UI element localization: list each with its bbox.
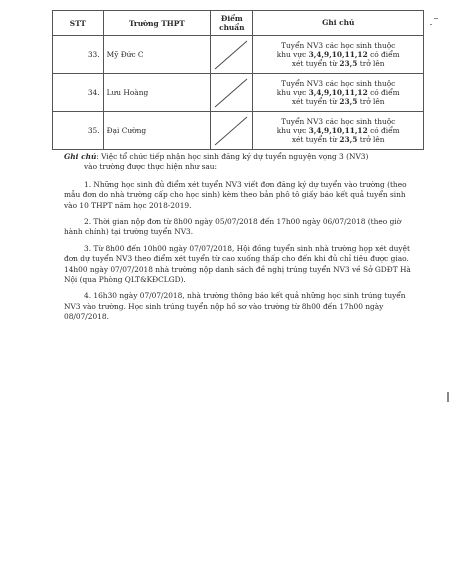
note-line-2 <box>256 88 420 97</box>
header-school: Trường THPT <box>103 11 210 36</box>
notes-intro <box>64 152 414 173</box>
row-note <box>253 36 424 74</box>
notes-item-3: 3. Từ 8h00 đến 10h00 ngày 07/07/2018, Hội đồng tuyển sinh nhà trường họp xét duyệt đơn dự tuyển NV3 theo điểm xét tuyển từ cao xuống thấp cho đến khi đủ chỉ tiêu được giao. 14h00 ngày 07/07/2018 nhà trường nộp danh sách đề nghị trúng tuyển NV3 về Sở GDĐT Hà Nội (qua Phòng QLT&KĐCLGD). <box>64 243 411 285</box>
note-text: trở lên <box>357 59 385 69</box>
row-school: Lưu Hoàng <box>103 74 210 112</box>
note-score: 23,5 <box>339 97 358 107</box>
row-score <box>211 74 253 112</box>
note-text: khu vực <box>276 49 309 59</box>
header-score: Điểm chuẩn <box>211 11 253 36</box>
notes-item-2: 2. Thời gian nộp đơn từ 8h00 ngày 05/07/2018 đến 17h00 ngày 06/07/2018 (theo giờ hành chính) tại trường tuyển NV3. <box>64 217 402 237</box>
row-school: Mỹ Đức C <box>103 36 210 74</box>
slash-mark-icon <box>211 112 251 149</box>
note-line-3 <box>256 135 420 144</box>
note-text: xét tuyển từ <box>291 97 340 107</box>
row-stt: 34. <box>53 74 104 112</box>
row-score <box>211 112 253 150</box>
note-text: có điểm <box>367 49 400 59</box>
table-header-row <box>53 11 424 36</box>
note-text: xét tuyển từ <box>291 59 340 69</box>
note-areas: 3,4,9,10,11,12 <box>308 87 368 97</box>
row-score <box>211 36 253 74</box>
row-note <box>253 112 424 150</box>
note-text: xét tuyển từ <box>291 135 340 145</box>
header-note: Ghi chú <box>253 11 424 36</box>
row-note <box>253 74 424 112</box>
admission-table <box>52 10 424 150</box>
note-text: có điểm <box>367 87 400 97</box>
table-row <box>53 74 424 112</box>
row-stt: 35. <box>53 112 104 150</box>
note-line-2 <box>256 50 420 59</box>
note-score: 23,5 <box>339 59 358 69</box>
slash-mark-icon <box>211 74 251 111</box>
note-score: 23,5 <box>339 135 358 145</box>
note-areas: 3,4,9,10,11,12 <box>308 125 368 135</box>
scan-mark <box>447 392 449 402</box>
notes-label: Ghi chú <box>64 152 97 161</box>
notes-section <box>64 152 414 323</box>
notes-intro-cont: vào trường được thực hiện như sau: <box>84 162 218 172</box>
note-line-2 <box>256 126 420 135</box>
note-text: có điểm <box>367 125 400 135</box>
notes-item-1: 1. Những học sinh đủ điểm xét tuyển NV3 viết đơn đăng ký dự tuyển vào trường (theo mẫu đơn do nhà trường cấp cho học sinh) kèm theo bản phô tô giấy báo kết quả tuyển sinh vào 10 THPT năm học 2018-2019. <box>64 179 407 210</box>
row-stt: 33. <box>53 36 104 74</box>
note-areas: 3,4,9,10,11,12 <box>308 49 368 59</box>
header-stt: STT <box>53 11 104 36</box>
note-line-1: Tuyển NV3 các học sinh thuộc <box>281 116 396 126</box>
row-school: Đại Cường <box>103 112 210 150</box>
note-text: khu vực <box>276 125 309 135</box>
note-text: trở lên <box>357 97 385 107</box>
note-line-3 <box>256 59 420 68</box>
note-line-1: Tuyển NV3 các học sinh thuộc <box>281 40 396 50</box>
notes-intro-text: : Việc tổ chức tiếp nhận học sinh đăng ký dự tuyển nguyện vọng 3 (NV3) <box>96 152 369 161</box>
note-line-1: Tuyển NV3 các học sinh thuộc <box>281 78 396 88</box>
note-text: trở lên <box>357 135 385 145</box>
note-line-3 <box>256 97 420 106</box>
table-row <box>53 112 424 150</box>
table-row <box>53 36 424 74</box>
slash-mark-icon <box>211 36 251 73</box>
scan-mark <box>434 18 438 19</box>
scan-mark <box>430 24 432 25</box>
notes-item-4: 4. 16h30 ngày 07/07/2018, nhà trường thông báo kết quả những học sinh trúng tuyển NV3 vào trường. Học sinh trúng tuyển nộp hồ sơ vào trường từ 8h00 đến 17h00 ngày 08/07/2018. <box>64 291 406 322</box>
note-text: khu vực <box>276 87 309 97</box>
